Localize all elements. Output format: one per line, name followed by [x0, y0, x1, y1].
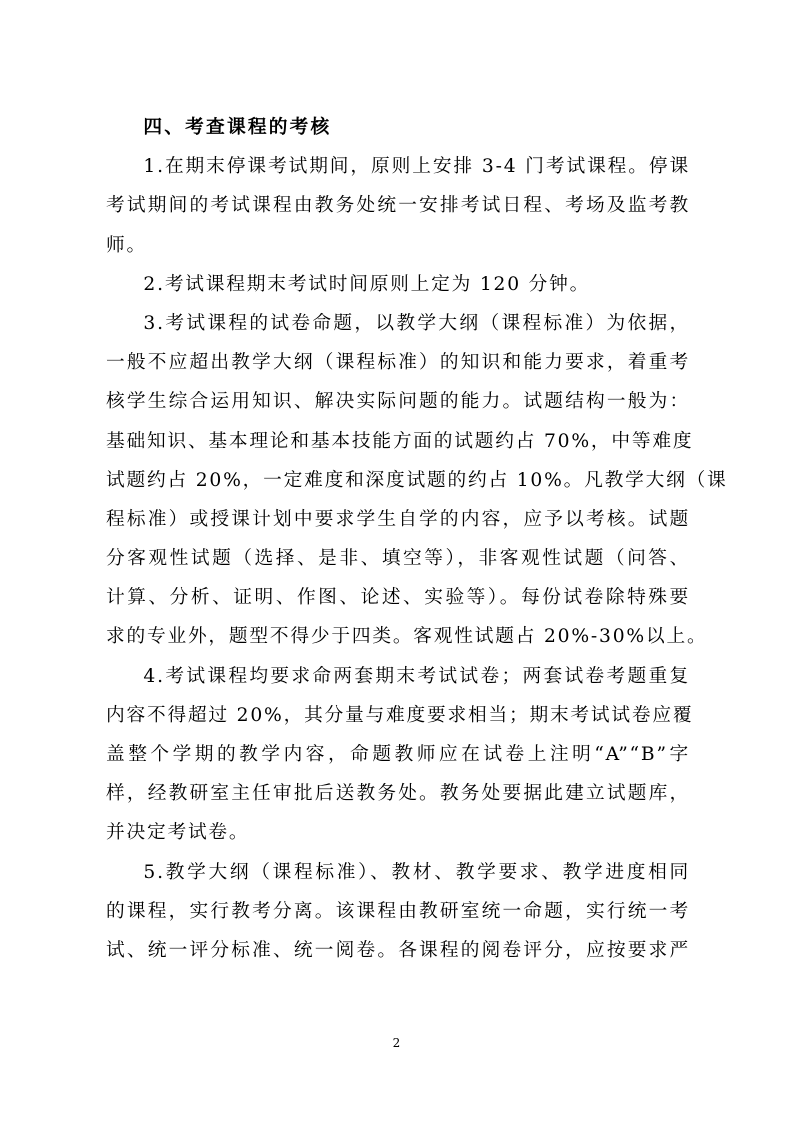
paragraph-line: 样，经教研室主任审批后送教务处。教务处要据此建立试题库，: [106, 783, 690, 805]
paragraph-line: 师。: [106, 234, 147, 256]
paragraph-line: 2.考试课程期末考试时间原则上定为 120 分钟。: [143, 273, 591, 295]
paragraph-3: [106, 304, 728, 657]
paragraph-line: 并决定考试卷。: [106, 822, 250, 844]
paragraph-5: [106, 853, 690, 971]
paragraph-line: 盖整个学期的教学内容，命题教师应在试卷上注明“A”“B”字: [106, 744, 690, 765]
document-body: [106, 108, 728, 970]
paragraph-line: 1.在期末停课考试期间，原则上安排 3-4 门考试课程。停课: [143, 156, 690, 178]
paragraph-line: 程标准）或授课计划中要求学生自学的内容，应予以考核。试题: [106, 508, 690, 530]
paragraph-line: 的课程，实行教考分离。该课程由教研室统一命题，实行统一考: [106, 900, 690, 922]
paragraph-line: 计算、分析、证明、作图、论述、实验等）。每份试卷除特殊要: [106, 587, 690, 609]
paragraph-line: 考试期间的考试课程由教务处统一安排考试日程、考场及监考教: [106, 195, 690, 217]
paragraph-line: 3.考试课程的试卷命题，以教学大纲（课程标准）为依据，: [143, 312, 690, 334]
paragraph-line: 内容不得超过 20%，其分量与难度要求相当；期末考试试卷应覆: [106, 704, 694, 726]
paragraph-line: 核学生综合运用知识、解决实际问题的能力。试题结构一般为：: [106, 391, 690, 413]
paragraph-line: 一般不应超出教学大纲（课程标准）的知识和能力要求，着重考: [106, 352, 690, 374]
paragraph-4: [106, 657, 694, 853]
paragraph-line: 4.考试课程均要求命两套期末考试试卷；两套试卷考题重复: [143, 665, 690, 687]
paragraph-line: 试、统一评分标准、统一阅卷。各课程的阅卷评分，应按要求严: [106, 939, 690, 961]
paragraph-2: [106, 265, 690, 304]
paragraph-line: 分客观性试题（选择、是非、填空等），非客观性试题（问答、: [106, 548, 690, 570]
paragraph-1: [106, 147, 690, 265]
paragraph-line: 基础知识、基本理论和基本技能方面的试题约占 70%，中等难度: [106, 430, 694, 452]
section-heading: 四、考查课程的考核: [143, 116, 332, 138]
paragraph-line: 试题约占 20%，一定难度和深度试题的约占 10%。凡教学大纲（课: [106, 469, 728, 491]
paragraph-line: 5.教学大纲（课程标准）、教材、教学要求、教学进度相同: [143, 861, 690, 883]
paragraph-line: 求的专业外，题型不得少于四类。客观性试题占 20%-30%以上。: [106, 626, 708, 648]
page-number: 2: [392, 1036, 401, 1050]
